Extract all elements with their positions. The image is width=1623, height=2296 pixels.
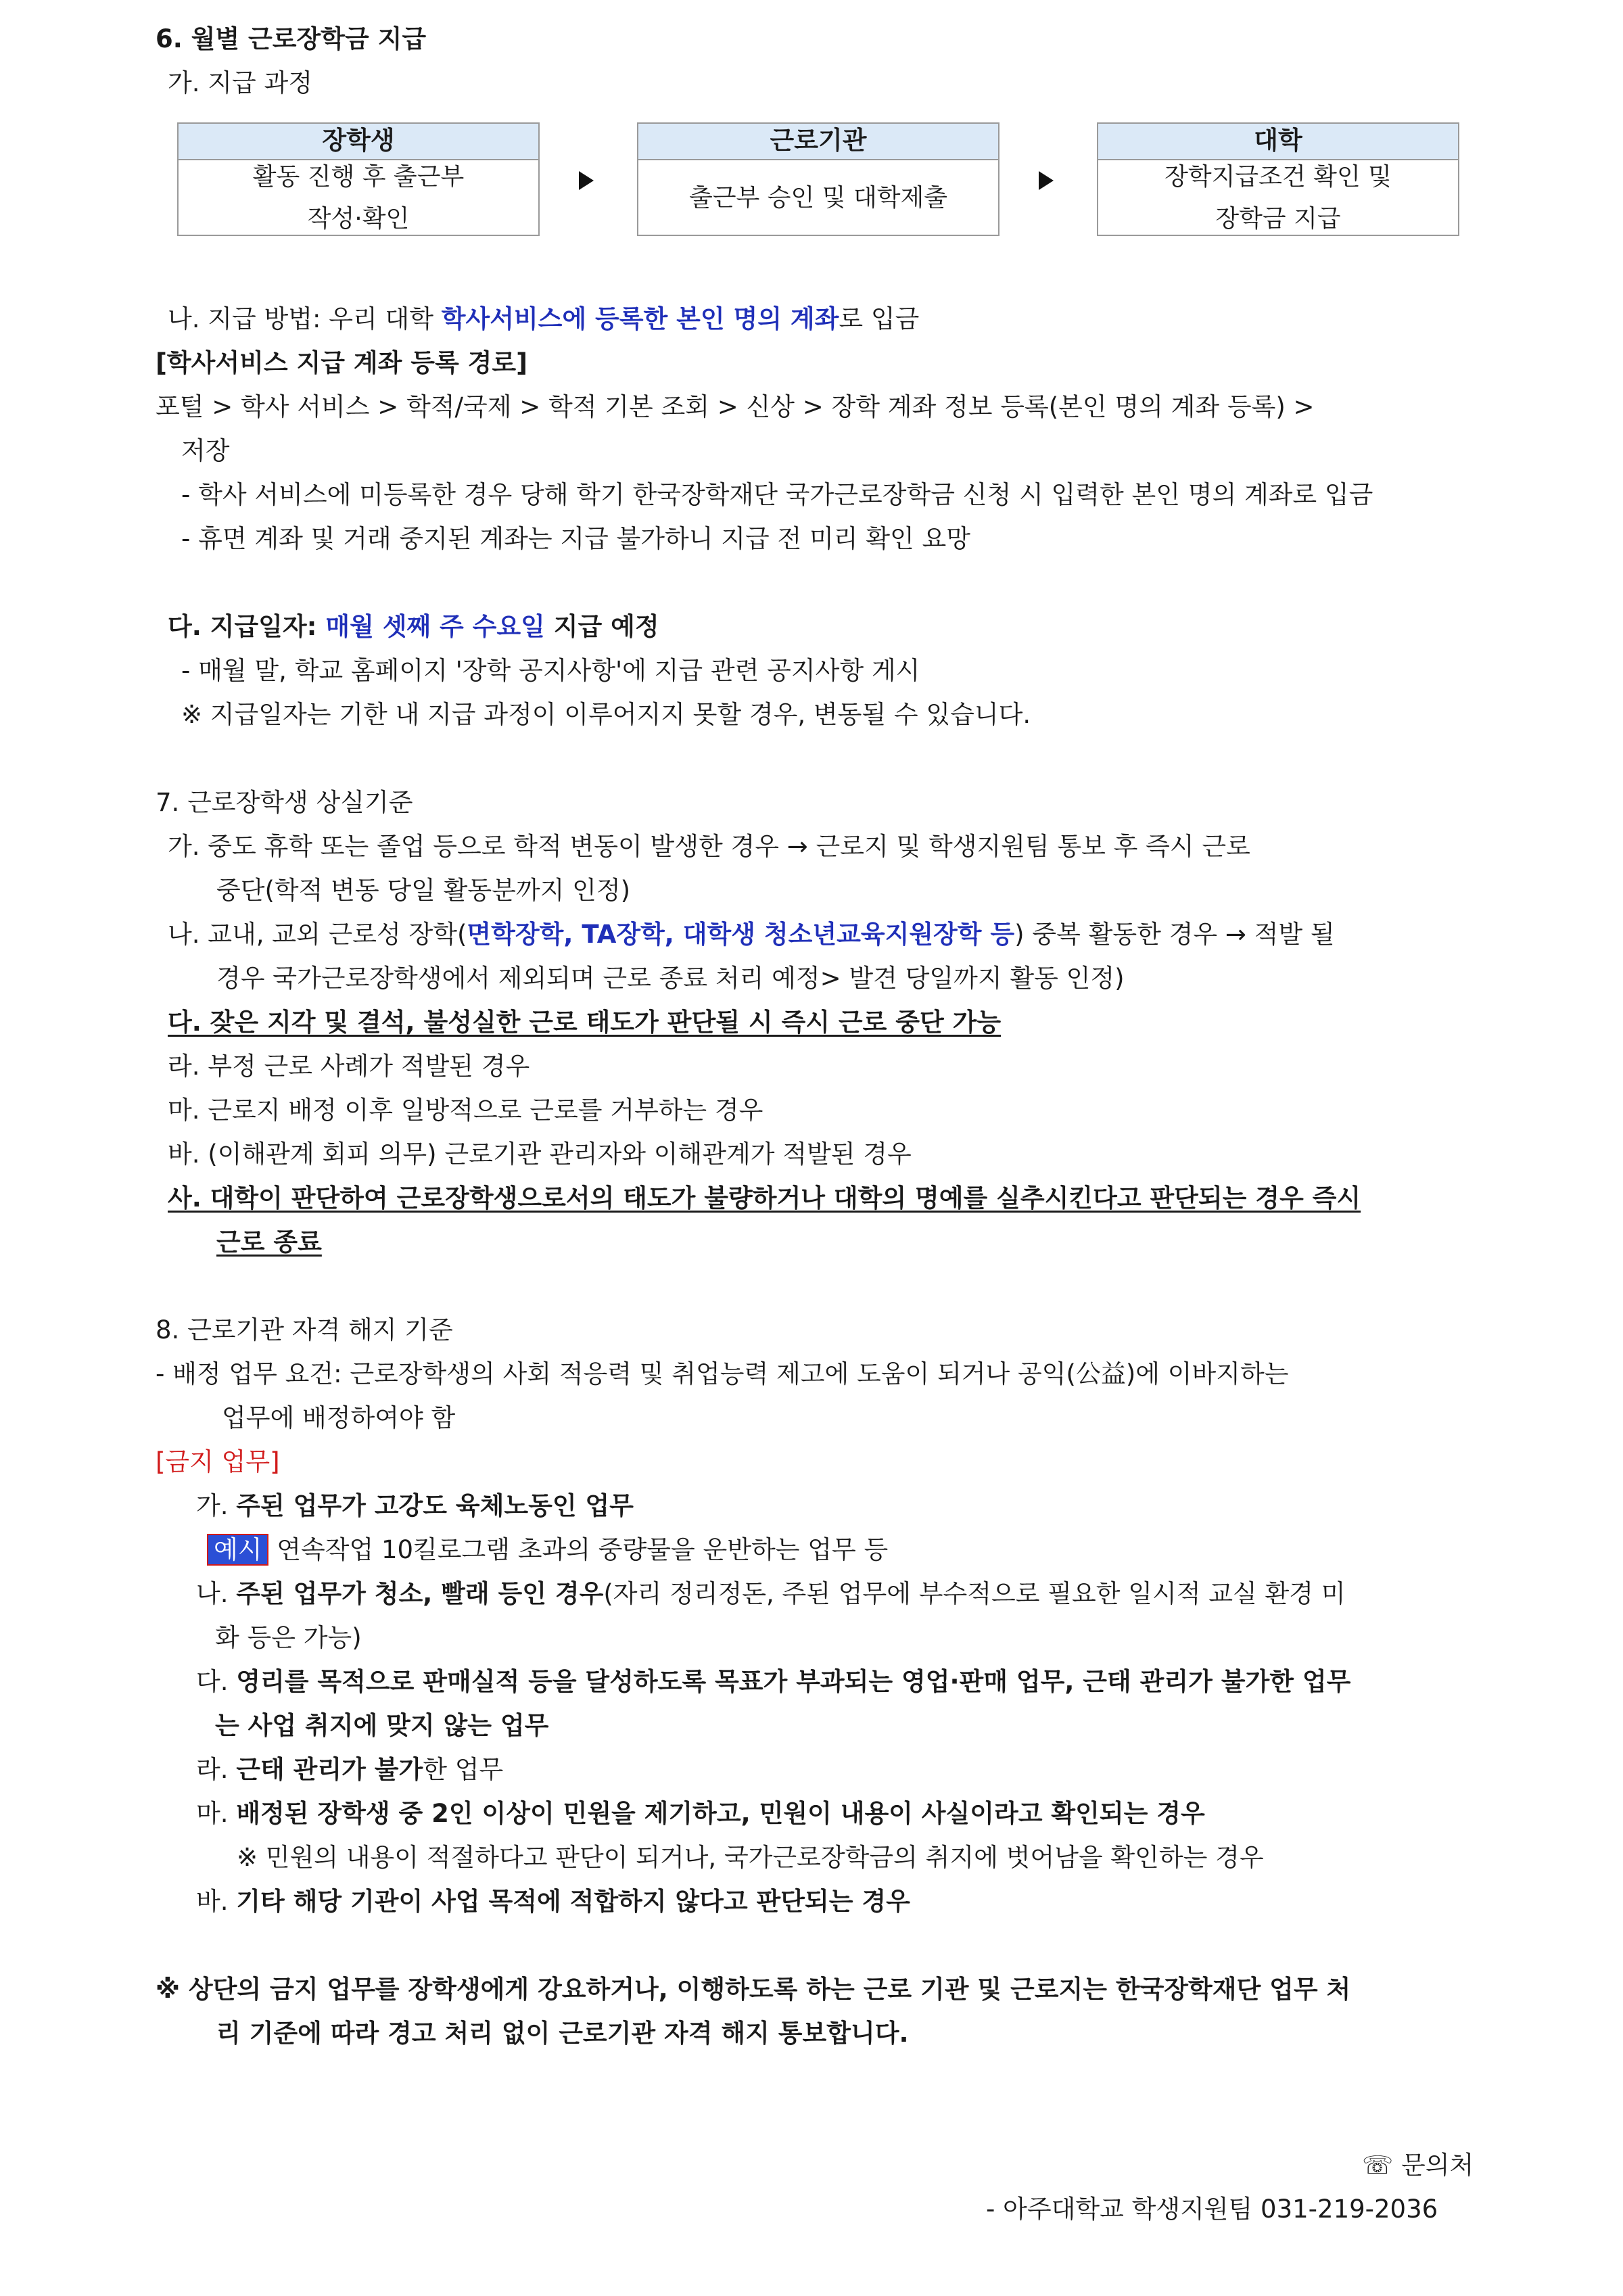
flow-head: 대학	[1098, 124, 1458, 160]
flow-box-student	[177, 122, 540, 236]
s7-na-post: ) 중복 활동한 경우 → 적발 될	[1014, 920, 1335, 949]
s7-ra: 라. 부정 근로 사례가 적발된 경우	[168, 1052, 530, 1081]
s7-ba: 바. (이해관계 회피 의무) 근로기관 관리자와 이해관계가 적발된 경우	[168, 1140, 912, 1169]
flow-line: 활동 진행 후 출근부	[252, 163, 465, 191]
route-line-2: 저장	[181, 436, 230, 465]
s7-na-pre: 나. 교내, 교외 근로성 장학(	[168, 920, 467, 949]
s6-note-1: - 학사 서비스에 미등록한 경우 당해 학기 한국장학재단 국가근로장학금 신청 시 입력한 본인 명의 계좌로 입금	[181, 480, 1373, 509]
flow-line: 장학지급조건 확인 및	[1165, 163, 1392, 191]
section-8-title: 8. 근로기관 자격 해지 기준	[156, 1315, 453, 1344]
s6-na-highlight: 학사서비스에 등록한 본인 명의 계좌	[441, 304, 839, 333]
s6-da-note-1: - 매월 말, 학교 홈페이지 '장학 공지사항'에 지급 관련 공지사항 게시	[181, 656, 920, 685]
s6-na	[168, 302, 919, 337]
s8-na-bold: 주된 업무가 청소, 빨래 등인 경우	[236, 1579, 604, 1608]
flow-arrow-icon	[579, 171, 594, 190]
s8-ba	[196, 1884, 910, 1919]
flow-head: 근로기관	[638, 124, 998, 160]
section-6-title: 6. 월별 근로장학금 지급	[156, 24, 427, 53]
closing-line-2: 리 기준에 따라 경고 처리 없이 근로기관 자격 해지 통보합니다.	[216, 2019, 909, 2048]
s8-na-2: 화 등은 가능)	[215, 1623, 362, 1652]
example-text: 연속작업 10킬로그램 초과의 중량물을 운반하는 업무 등	[268, 1535, 889, 1564]
s8-assign-1: - 배정 업무 요건: 근로장학생의 사회 적응력 및 취업능력 제고에 도움이 되거나 공익(公益)에 이바지하는	[156, 1359, 1289, 1388]
s7-na-2: 경우 국가근로장학생에서 제외되며 근로 종료 처리 예정> 발견 당일까지 활동 인정)	[216, 964, 1125, 993]
s8-da-pre: 다.	[196, 1667, 237, 1696]
closing-line-1: ※ 상단의 금지 업무를 장학생에게 강요하거나, 이행하도록 하는 근로 기관 및 근로지는 한국장학재단 업무 처	[156, 1975, 1351, 2004]
s8-ra-bold: 근태 관리가 불가	[236, 1755, 423, 1784]
s6-na-post: 로 입금	[839, 304, 920, 333]
route-line-1: 포털 > 학사 서비스 > 학적/국제 > 학적 기본 조회 > 신상 > 장학 계좌 정보 등록(본인 명의 계좌 등록) >	[156, 392, 1315, 421]
s8-na	[196, 1576, 1345, 1612]
s8-ma-bold: 배정된 장학생 중 2인 이상이 민원을 제기하고, 민원이 내용이 사실이라고 확인되는 경우	[236, 1799, 1205, 1828]
flow-arrow-icon	[1039, 171, 1054, 190]
s8-na-post: (자리 정리정돈, 주된 업무에 부수적으로 필요한 일시적 교실 환경 미	[603, 1579, 1346, 1608]
s8-ra-post: 한 업무	[423, 1755, 504, 1784]
s6-da-highlight: 매월 셋째 주 수요일	[325, 612, 545, 641]
s8-da	[196, 1664, 1350, 1700]
s7-ma: 마. 근로지 배정 이후 일방적으로 근로를 거부하는 경우	[168, 1096, 763, 1125]
phone-icon: ☏	[1362, 2151, 1394, 2180]
s7-da: 다. 잦은 지각 및 결석, 불성실한 근로 태도가 판단될 시 즉시 근로 중단 가능	[168, 1008, 1002, 1037]
s8-ra	[196, 1752, 503, 1787]
s8-ga-pre: 가.	[196, 1491, 237, 1520]
s8-ma-note: ※ 민원의 내용이 적절하다고 판단이 되거나, 국가근로장학금의 취지에 벗어남을 확인하는 경우	[237, 1843, 1264, 1872]
flow-line: 장학금 지급	[1215, 205, 1341, 233]
s8-ga	[196, 1489, 634, 1524]
example-tag: 예시	[207, 1534, 268, 1566]
contact-label: 문의처	[1401, 2151, 1474, 2180]
s6-note-2: - 휴면 계좌 및 거래 중지된 계좌는 지급 불가하니 지급 전 미리 확인 요망	[181, 524, 971, 553]
s6-na-pre: 나. 지급 방법: 우리 대학	[168, 304, 442, 333]
s6-da-post: 지급 예정	[544, 612, 659, 641]
s8-na-pre: 나.	[196, 1579, 237, 1608]
section-7-title: 7. 근로장학생 상실기준	[156, 788, 413, 817]
s7-sa-1: 사. 대학이 판단하여 근로장학생으로서의 태도가 불량하거나 대학의 명예를 실추시킨다고 판단되는 경우 즉시	[168, 1184, 1361, 1213]
s8-ba-pre: 바.	[196, 1887, 237, 1916]
s6-da	[168, 609, 659, 645]
s8-da-bold: 영리를 목적으로 판매실적 등을 달성하도록 목표가 부과되는 영업·판매 업무, 근태 관리가 불가한 업무	[236, 1667, 1351, 1696]
s6-da-pre: 다. 지급일자:	[168, 612, 326, 641]
s7-ga-2: 중단(학적 변동 당일 활동분까지 인정)	[216, 876, 631, 905]
flow-line: 출근부 승인 및 대학제출	[688, 184, 948, 212]
s8-ba-bold: 기타 해당 기관이 사업 목적에 적합하지 않다고 판단되는 경우	[236, 1887, 910, 1916]
contact-line: - 아주대학교 학생지원팀 031-219-2036	[986, 2195, 1438, 2224]
s8-ma	[196, 1796, 1205, 1831]
flow-box-agency	[637, 122, 999, 236]
s7-na	[168, 917, 1335, 952]
s7-ga-1: 가. 중도 휴학 또는 졸업 등으로 학적 변동이 발생한 경우 → 근로지 및 학생지원팀 통보 후 즉시 근로	[168, 832, 1250, 861]
s8-assign-2: 업무에 배정하여야 함	[222, 1403, 456, 1432]
flow-line: 작성·확인	[307, 205, 410, 233]
flow-head: 장학생	[179, 124, 538, 160]
s8-example	[207, 1532, 888, 1568]
forbidden-title: [금지 업무]	[156, 1447, 280, 1476]
s6-ga: 가. 지급 과정	[168, 68, 312, 97]
s8-ma-pre: 마.	[196, 1799, 237, 1828]
s7-na-highlight: 면학장학, TA장학, 대학생 청소년교육지원장학 등	[467, 920, 1015, 949]
s8-ga-bold: 주된 업무가 고강도 육체노동인 업무	[236, 1491, 634, 1520]
s6-da-note-2: ※ 지급일자는 기한 내 지급 과정이 이루어지지 못할 경우, 변동될 수 있습니다.	[181, 700, 1031, 729]
flow-box-university	[1097, 122, 1459, 236]
s8-ra-pre: 라.	[196, 1755, 237, 1784]
contact-heading	[1362, 2148, 1474, 2183]
s8-da-2: 는 사업 취지에 맞지 않는 업무	[215, 1711, 549, 1740]
route-title: [학사서비스 지급 계좌 등록 경로]	[156, 348, 527, 377]
s7-sa-2: 근로 종료	[216, 1227, 322, 1257]
